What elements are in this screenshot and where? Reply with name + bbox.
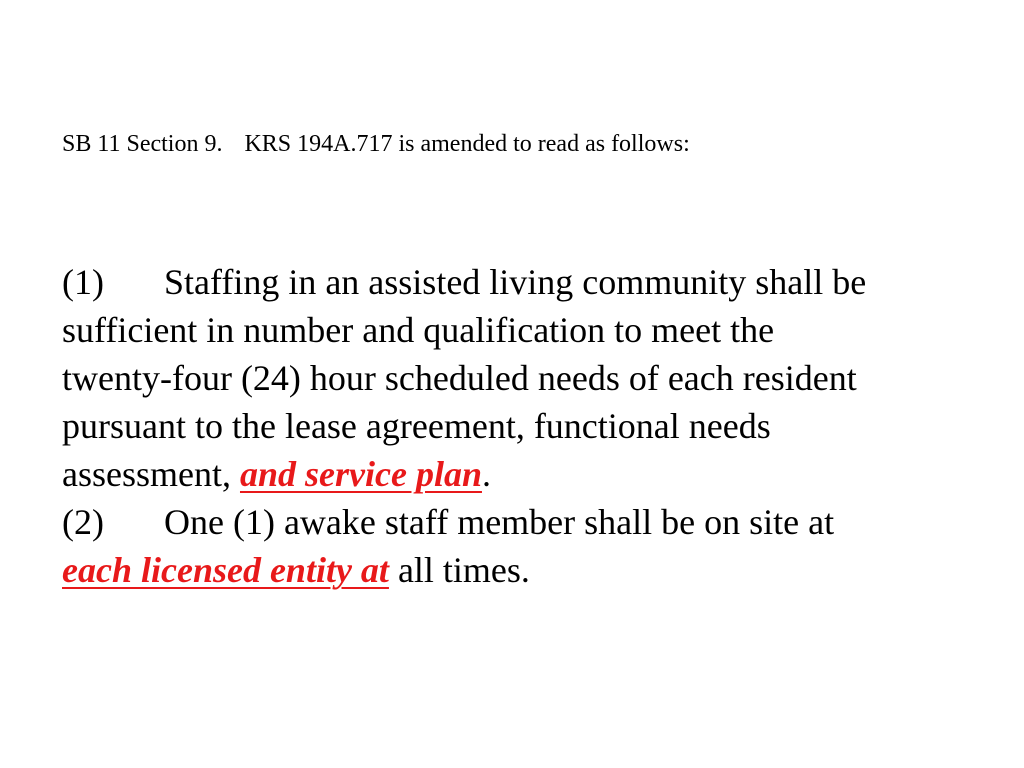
paragraph-2-text-2: all times. [397, 550, 530, 590]
paragraph-1-text-3: twenty-four (24) hour scheduled needs of each resident [62, 358, 857, 398]
amendment-inserted-text-2: each licensed entity at [62, 550, 389, 590]
paragraph-2-line-2 [62, 546, 982, 594]
paragraph-1-text-2: sufficient in number and qualification to meet the [62, 310, 775, 350]
paragraph-1-text-5: assessment, [62, 454, 231, 494]
paragraph-1-line-5 [62, 450, 982, 498]
paragraph-1-number: (1) [62, 262, 104, 302]
paragraph-1-text-1: Staffing in an assisted living community shall be [164, 262, 867, 302]
paragraph-2-line-1 [62, 498, 982, 546]
amendment-inserted-text-1: and service plan [239, 454, 482, 494]
paragraph-1-text-4: pursuant to the lease agreement, functional needs [62, 406, 771, 446]
paragraph-1-line-4 [62, 402, 982, 450]
paragraph-1-line-3 [62, 354, 982, 402]
statute-reference: KRS 194A.717 is amended to read as follows: [244, 131, 690, 157]
slide-heading [62, 128, 690, 160]
paragraph-2-number: (2) [62, 502, 104, 542]
paragraph-1-period: . [481, 454, 491, 494]
statute-body [62, 258, 982, 594]
bill-section: SB 11 Section 9. [62, 131, 223, 157]
paragraph-1-line-1 [62, 258, 982, 306]
paragraph-1-line-2 [62, 306, 982, 354]
paragraph-2-text-1: One (1) awake staff member shall be on site at [164, 502, 835, 542]
